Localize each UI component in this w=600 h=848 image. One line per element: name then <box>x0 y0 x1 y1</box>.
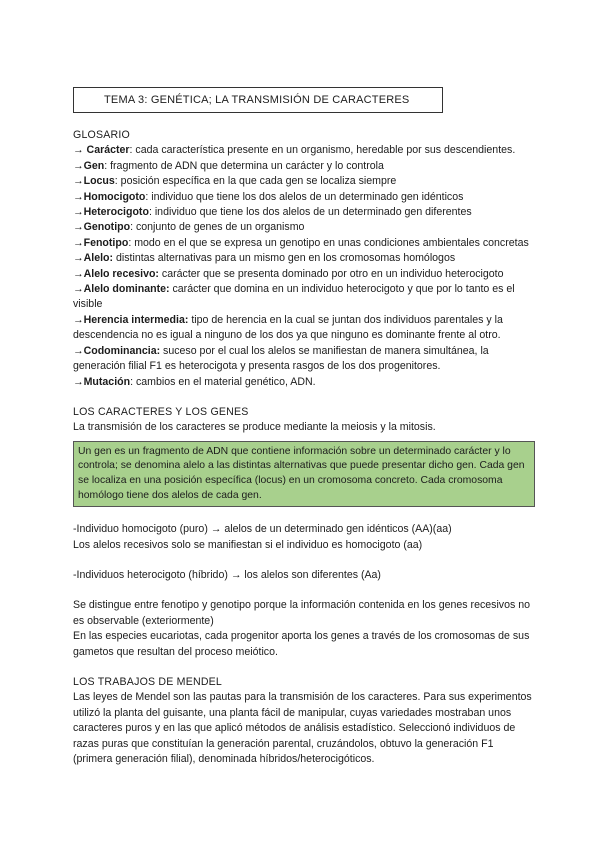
glossary-item: →Heterocigoto: individuo que tiene los dos alelos de un determinado gen diferentes <box>73 206 472 219</box>
gen-definition-box <box>73 441 535 507</box>
glossary-list <box>73 143 535 390</box>
glosario-heading: GLOSARIO <box>73 129 130 141</box>
glossary-item: →Gen: fragmento de ADN que determina un carácter y lo controla <box>73 159 384 172</box>
fenotipo-paragraph: Se distingue entre fenotipo y genotipo porque la información contenida en los genes recesivos no es observable (exteriormente) <box>73 599 531 627</box>
mendel-heading: LOS TRABAJOS DE MENDEL <box>73 675 223 688</box>
mendel-paragraph: Las leyes de Mendel son las pautas para la transmisión de los caracteres. Para sus experimentos utilizó la planta del guisante, una planta fácil de manipular, cuyas variedades mostraban unos caracteres puros y en las que aplicó métodos de análisis estadístico. Seleccionó individuos de razas puras que constituían la generación parental, cruzándolos, obtuvo la generación F1 (primera generación filial), denominada híbridos/heterocigóticos. <box>73 691 532 765</box>
glossary-item: →Codominancia: suceso por el cual los alelos se manifiestan de manera simultánea, la generación filial F1 es heterocigota y presenta rasgos de los dos progenitores. <box>73 344 489 373</box>
eucariotas-paragraph: En las especies eucariotas, cada progenitor aporta los genes a través de los cromosomas de sus gametos que resultan del proceso meiótico. <box>73 630 530 658</box>
glossary-item: →Genotipo: conjunto de genes de un organismo <box>73 221 305 234</box>
recesivos-line: Los alelos recesivos solo se manifiestan si el individuo es homocigoto (aa) <box>73 538 423 551</box>
gen-definition-text: Un gen es un fragmento de ADN que contiene información sobre un determinado carácter y lo controla; se denomina alelo a las distintas alternativas que puede presentar dicho gen. Cada gen se localiza en una posición específica (locus) en un cromosoma concreto. Cada cromosoma homólogo tiene dos alelos de cada gen. <box>78 445 525 501</box>
glossary-item: →Homocigoto: individuo que tiene los dos alelos de un determinado gen idénticos <box>73 190 464 203</box>
caracteres-intro: La transmisión de los caracteres se produce mediante la meiosis y la mitosis. <box>73 421 436 434</box>
glossary-item: → Carácter: cada característica presente en un organismo, heredable por sus descendientes. <box>73 144 516 157</box>
caracteres-heading: LOS CARACTERES Y LOS GENES <box>73 405 249 418</box>
page-title-box <box>73 87 443 113</box>
glossary-item: →Mutación: cambios en el material genético, ADN. <box>73 375 316 388</box>
glossary-item: →Alelo: distintas alternativas para un mismo gen en los cromosomas homólogos <box>73 252 456 265</box>
document-body <box>73 128 535 767</box>
glossary-item: →Locus: posición específica en la que cada gen se localiza siempre <box>73 175 397 188</box>
heterocigoto-line: -Individuos heterocigoto (híbrido) → los alelos son diferentes (Aa) <box>73 568 381 581</box>
glossary-item: →Fenotipo: modo en el que se expresa un genotipo en unas condiciones ambientales concretas <box>73 236 529 249</box>
glossary-item: →Alelo recesivo: carácter que se presenta dominado por otro en un individuo heterocigoto <box>73 267 504 280</box>
glossary-item: →Alelo dominante: carácter que domina en un individuo heterocigoto y que por lo tanto es el visible <box>73 283 515 311</box>
page-title: TEMA 3: GENÉTICA; LA TRANSMISIÓN DE CARACTERES <box>104 94 410 106</box>
glossary-item: →Herencia intermedia: tipo de herencia en la cual se juntan dos individuos parentales y la descendencia no es igual a ninguno de los dos ya que ninguno es dominante frente al otro. <box>73 313 503 342</box>
homocigoto-line: -Individuo homocigoto (puro) → alelos de un determinado gen idénticos (AA)(aa) <box>73 523 452 536</box>
